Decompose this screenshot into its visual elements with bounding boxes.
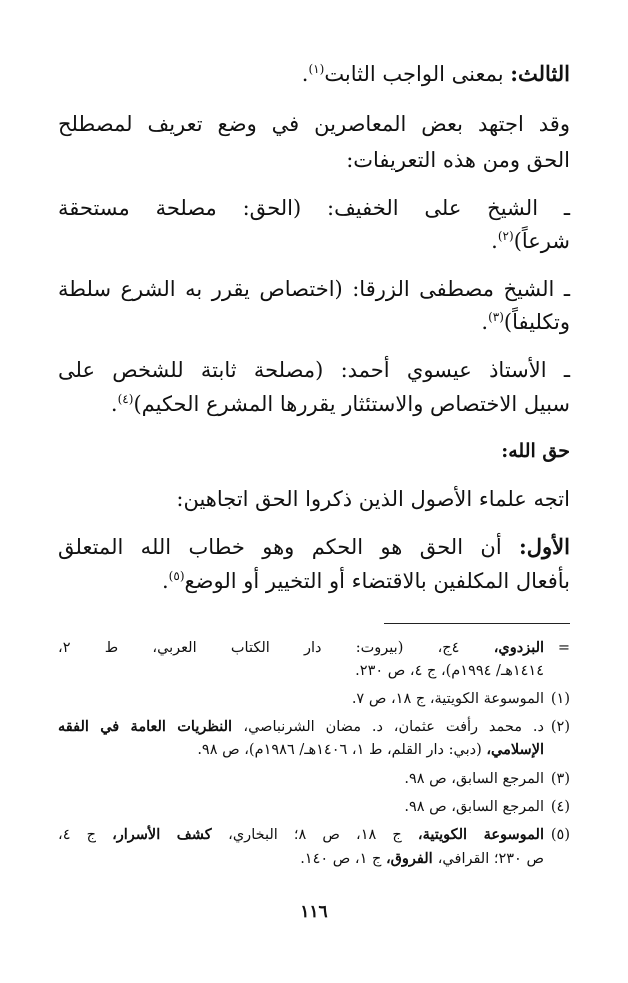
paragraph-first-direction-line-2: بأفعال المكلفين بالاقتضاء أو التخيير أو الوضع$^{(٥)}$.: [161, 569, 570, 593]
footnote-5-line-2: ص ٢٣٠؛ القرافي، الفروق، ج ١، ص ١٤٠.: [300, 850, 544, 867]
footnote-ref-4[interactable]: (٤): [117, 392, 134, 406]
footnote-ref-3[interactable]: (٣): [488, 310, 504, 324]
footnote-2-line-1: (٢)د. محمد رأفت عثمان، د. مضان الشرنباصي، النظريات العامة في الفقه: [58, 718, 570, 735]
definition-zarqa-line-1: ـ الشيخ مصطفى الزرقا: (اختصاص يقرر به الشرع سلطة: [58, 277, 570, 301]
footnote-4: (٤)المرجع السابق، ص ٩٨.: [404, 799, 570, 815]
page-number: ١١٦: [300, 902, 328, 922]
paragraph-third-meaning: الثالث: بمعنى الواجب الثابت$^{(١)}$.: [301, 61, 570, 86]
footnote-5-line-1: (٥)الموسوعة الكويتية، ج ١٨، ص ٨؛ البخاري، كشف الأسرار، ج ٤،: [58, 826, 571, 843]
footnote-continuation-line-1: =البزدوي، ٤ج، (بيروت: دار الكتاب العربي، ط ٢،: [58, 639, 571, 656]
definition-isawi-line-2: سبيل الاختصاص والاستئثار يقررها المشرع الحكيم)$^{(٤)}$.: [110, 392, 570, 416]
paragraph-text: بمعنى الواجب الثابت: [324, 62, 511, 86]
footnote-divider: [384, 623, 570, 624]
definition-isawi-line-1: ـ الأستاذ عيسوي أحمد: (مصلحة ثابتة للشخص على: [58, 358, 570, 382]
footnote-ref-2[interactable]: (٢): [497, 229, 514, 243]
definition-khafif-line-1: ـ الشيخ على الخفيف: (الحق: مصلحة مستحقة: [58, 196, 570, 220]
footnote-continuation-line-2: ١٤١٤هـ/ ١٩٩٤م)، ج ٤، ص ٢٣٠.: [355, 663, 544, 679]
footnote-ref-1[interactable]: (١): [308, 62, 325, 76]
paragraph-two-directions: اتجه علماء الأصول الذين ذكروا الحق اتجاهين:: [176, 487, 570, 511]
footnote-1: (١)الموسوعة الكويتية، ج ١٨، ص ٧.: [351, 691, 570, 707]
paragraph-contemporaries-line-2: الحق ومن هذه التعريفات:: [346, 148, 570, 172]
definition-khafif-line-2: شرعاً)$^{(٢)}$.: [491, 229, 570, 253]
section-heading-haqq-allah: حق الله:: [501, 440, 570, 462]
footnote-3: (٣)المرجع السابق، ص ٩٨.: [404, 771, 570, 787]
term-third: الثالث:: [510, 61, 570, 86]
footnote-2-line-2: الإسلامي، (دبي: دار القلم، ط ١، ١٤٠٦هـ/ ١٩٨٦م)، ص ٩٨.: [197, 741, 544, 758]
paragraph-contemporaries-line-1: وقد اجتهد بعض المعاصرين في وضع تعريف لمصطلح: [58, 112, 570, 136]
footnote-ref-5[interactable]: (٥): [168, 569, 185, 583]
term-first: الأول:: [519, 534, 570, 559]
paragraph-first-direction-line-1: الأول: أن الحق هو الحكم وهو خطاب الله المتعلق: [58, 534, 570, 559]
definition-zarqa-line-2: وتكليفاً)$^{(٣)}$.: [481, 310, 570, 334]
